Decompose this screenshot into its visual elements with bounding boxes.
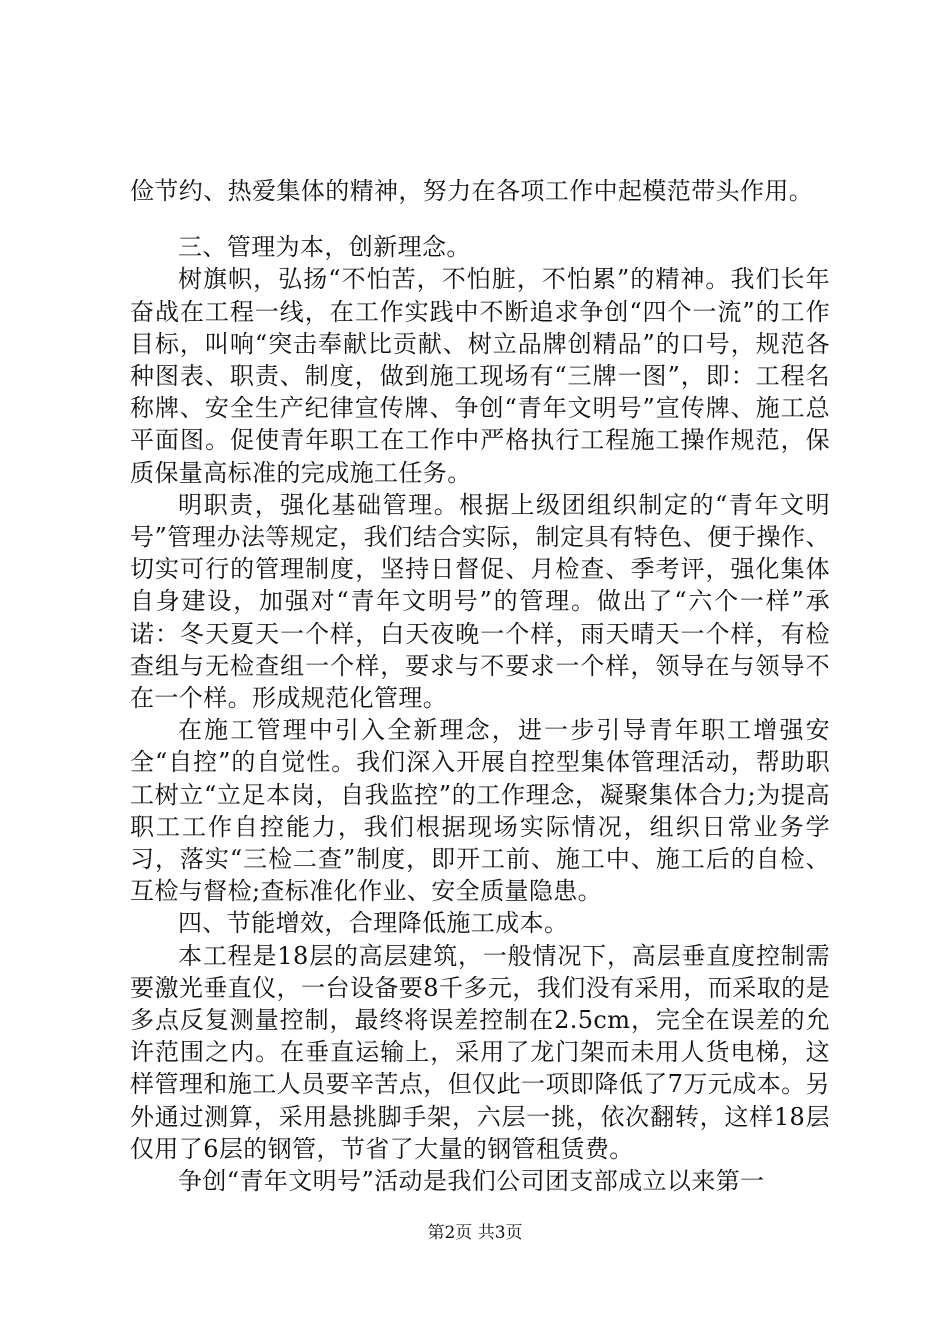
paragraph-self-control: 在施工管理中引入全新理念，进一步引导青年职工增强安全“自控”的自觉性。我们深入开展自控型集体管理活动，帮助职工树立“立足本岗，自我监控”的工作理念，凝聚集体合力;为提高职工工作自控能力，我们根据现场实际情况，组织日常业务学习，落实“三检二查”制度，即开工前、施工中、施工后的自检、互检与督检;查标准化作业、安全质量隐患。 bbox=[130, 716, 830, 906]
page-footer: 第2页 共3页 bbox=[427, 1223, 523, 1243]
section-heading-4: 四、节能增效，合理降低施工成本。 bbox=[178, 909, 569, 938]
paragraph-activity: 争创“青年文明号”活动是我们公司团支部成立以来第一 bbox=[178, 1167, 765, 1196]
paragraph-flag: 树旗帜，弘扬“不怕苦，不怕脏，不怕累”的精神。我们长年奋战在工程一线，在工作实践中不断追求争创“四个一流”的工作目标，叫响“突击奉献比贡献、树立品牌创精品”的口号，规范各种图表、职责、制度，做到施工现场有“三牌一图”，即：工程名称牌、安全生产纪律宣传牌、争创“青年文明号”宣传牌、施工总平面图。促使青年职工在工作中严格执行工程施工操作规范，保质保量高标准的完成施工任务。 bbox=[130, 265, 830, 487]
paragraph-continuation: 俭节约、热爱集体的精神，努力在各项工作中起模范带头作用。 bbox=[130, 177, 814, 205]
section-heading-3: 三、管理为本，创新理念。 bbox=[178, 233, 471, 262]
paragraph-cost: 本工程是18层的高层建筑，一般情况下，高层垂直度控制需要激光垂直仪，一台设备要8千多元，我们没有采用，而采取的是多点反复测量控制，最终将误差控制在2.5cm，完全在误差的允许范围之内。在垂直运输上，采用了龙门架而未用人货电梯，这样管理和施工人员要辛苦点，但仅此一项即降低了7万元成本。另外通过测算，采用悬挑脚手架，六层一挑，依次翻转，这样18层仅用了6层的钢管，节省了大量的钢管租赁费。 bbox=[130, 941, 830, 1163]
paragraph-duties: 明职责，强化基础管理。根据上级团组织制定的“青年文明号”管理办法等规定，我们结合实际，制定具有特色、便于操作、切实可行的管理制度，坚持日督促、月检查、季考评，强化集体自身建设，加强对“青年文明号”的管理。做出了“六个一样”承诺：冬天夏天一个样，白天夜晚一个样，雨天晴天一个样，有检查组与无检查组一个样，要求与不要求一个样，领导在与领导不在一个样。形成规范化管理。 bbox=[130, 490, 830, 713]
body-text bbox=[130, 175, 830, 1197]
